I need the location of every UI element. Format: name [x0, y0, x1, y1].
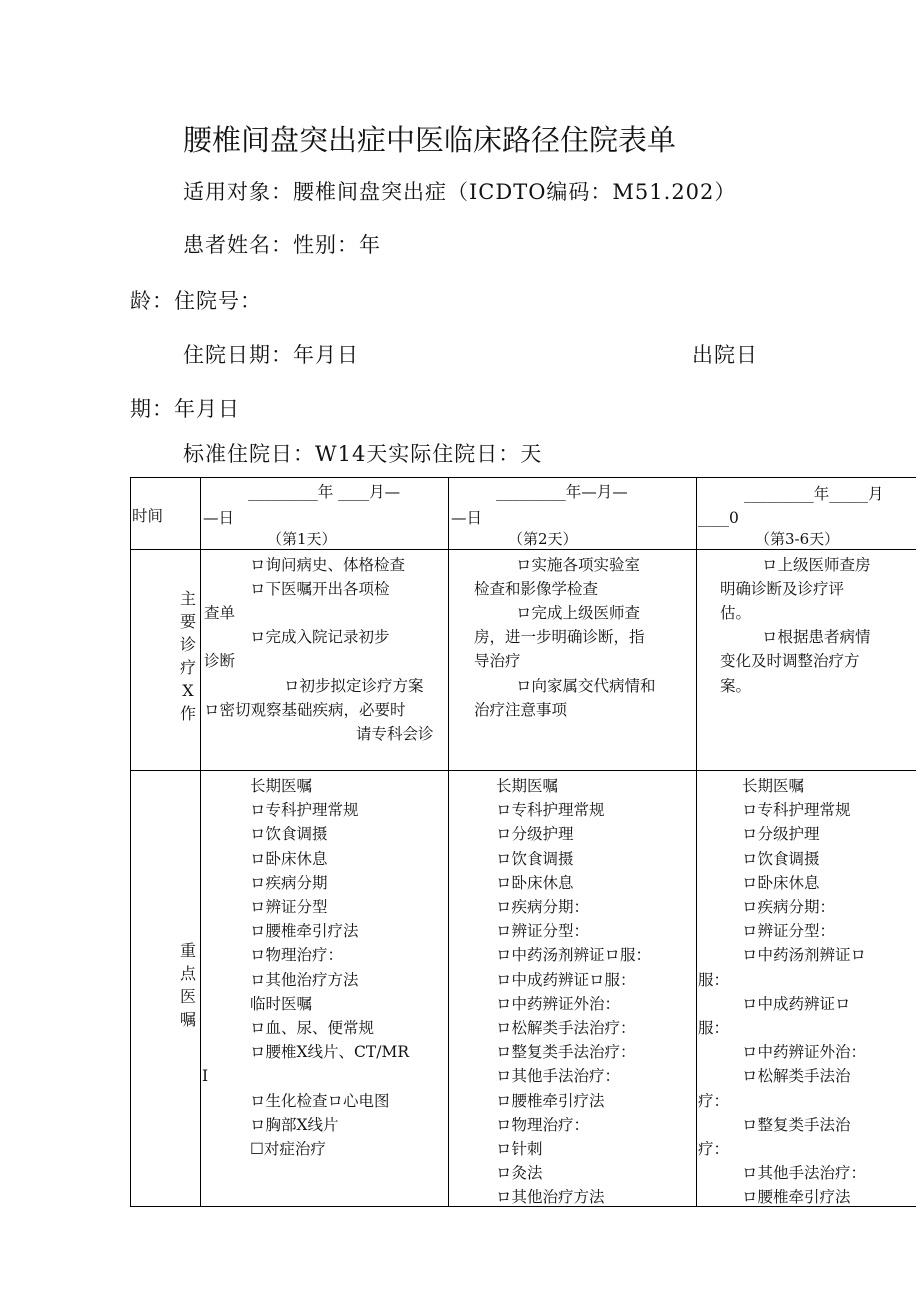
list-item: 导治疗	[474, 652, 521, 670]
list-item: ロ物理治疗：	[250, 946, 344, 965]
clinical-pathway-table	[130, 477, 916, 1207]
list-item: ロ根据患者病情	[762, 628, 871, 646]
list-item: ロ灸法	[496, 1164, 543, 1183]
list-item: ロ初步拟定诊疗方案	[284, 677, 424, 695]
list-item: ロ卧床休息	[496, 873, 574, 892]
list-item: 临时医嘱	[250, 994, 313, 1013]
table-divider	[130, 549, 916, 550]
table-divider	[200, 477, 201, 1207]
list-item: 服：	[698, 970, 730, 989]
list-item: ロ询问病史、体格检查	[250, 556, 406, 574]
table-divider	[696, 477, 697, 1207]
list-item: 明确诊断及诊疗评	[720, 580, 845, 598]
list-item: ロ疾病分期	[250, 873, 328, 892]
list-item: ロ专科护理常规	[742, 801, 851, 820]
table-divider	[130, 770, 916, 771]
hospital-stay: 标准住院日：W14天实际住院日：天	[183, 442, 543, 466]
list-item: ロ整复类手法治疗：	[496, 1043, 636, 1062]
list-item: 诊断	[204, 652, 236, 670]
row1-label: 主 要 诊 疗 X 作	[179, 589, 196, 723]
list-item: ロ胸部X线片	[250, 1115, 339, 1134]
list-item: ロ完成入院记录初步	[250, 628, 390, 646]
day3-date-mid: ____0	[698, 509, 739, 527]
list-item: ロ上级医师查房	[762, 556, 871, 574]
list-item: ロ分级护理	[742, 825, 820, 844]
list-item: ロ其他手法治疗：	[742, 1164, 867, 1183]
list-item: ロ疾病分期：	[496, 898, 590, 916]
list-item: ロ腰椎牵引疗法	[742, 1188, 851, 1207]
day1-date-bottom: —日	[203, 509, 235, 527]
list-item: ロ中药辨证外治：	[742, 1043, 867, 1062]
table-divider	[448, 477, 449, 1207]
time-label: 时间	[132, 507, 164, 525]
list-item: ロ生化检查ロ心电图	[250, 1091, 390, 1110]
list-item: ロ腰椎牵引疗法	[250, 922, 359, 941]
list-item: ロ完成上级医师查	[516, 604, 641, 622]
list-item: ロ饮食调摄	[742, 849, 820, 868]
list-item: ロ腰椎X线片、CT/MR	[250, 1043, 409, 1062]
day1-date-top: _________年 ____月—	[248, 483, 401, 501]
list-item: ロ松解类手法治	[742, 1067, 851, 1086]
table-border-top	[130, 477, 916, 478]
list-item: ロ卧床休息	[742, 873, 820, 892]
list-item: 治疗注意事项	[474, 701, 568, 719]
day2-date-top: _________年—月—	[496, 483, 628, 501]
list-item: ロ中成药辨证ロ服：	[496, 970, 636, 989]
age-admission-number: 龄：住院号：	[130, 289, 262, 313]
list-item: ロ松解类手法治疗：	[496, 1019, 636, 1037]
list-item: ロ中药辨证外治：	[496, 994, 621, 1013]
list-item: 疗：	[698, 1091, 730, 1110]
list-item: ロ专科护理常规	[496, 801, 605, 820]
admission-date: 住院日期：年月日	[183, 343, 359, 367]
list-item: ロ分级护理	[496, 825, 574, 844]
list-item: ロ向家属交代病情和	[516, 677, 656, 695]
day3-label: （第3-6天）	[755, 530, 840, 548]
list-item: ロ血、尿、便常规	[250, 1019, 375, 1037]
list-item: ロ辨证分型：	[496, 922, 590, 941]
list-item: 房，进一步明确诊断，指	[474, 628, 645, 646]
list-item: 长期医嘱	[496, 777, 559, 795]
list-item: ロ密切观察基础疾病，必要时	[204, 701, 406, 719]
day3-date-top: _________年_____月	[744, 485, 884, 503]
list-item: 查单	[204, 604, 236, 622]
table-border-left	[130, 477, 131, 1207]
list-item: ロ辨证分型	[250, 898, 328, 916]
list-item: 长期医嘱	[250, 777, 313, 795]
applicable-object: 适用对象：腰椎间盘突出症（ICDTO编码：M51.202）	[183, 180, 737, 204]
day1-label: （第1天）	[267, 530, 337, 548]
list-item: 疗：	[698, 1140, 730, 1158]
list-item: 长期医嘱	[742, 777, 805, 795]
list-item: ロ其他治疗方法	[496, 1188, 605, 1207]
day2-date-bottom: —日	[451, 509, 483, 527]
list-item: 变化及时调整治疗方	[720, 652, 860, 670]
list-item: ロ疾病分期：	[742, 898, 836, 916]
list-item: ロ中成药辨证ロ	[742, 994, 851, 1013]
day2-label: （第2天）	[508, 530, 578, 548]
list-item: ロ中药汤剂辨证ロ	[742, 946, 867, 965]
list-item: 请专科会诊	[356, 725, 434, 743]
list-item: 检查和影像学检查	[474, 580, 599, 598]
list-item: ロ下医嘱开出各项检	[250, 580, 390, 598]
list-item: 案。	[720, 677, 752, 695]
list-item: ロ卧床休息	[250, 849, 328, 868]
list-item: 估。	[720, 604, 752, 622]
list-item: ロ饮食调摄	[496, 849, 574, 868]
list-item: 服：	[698, 1019, 730, 1037]
list-item: ロ中药汤剂辨证ロ服：	[496, 946, 652, 965]
list-item: ロ饮食调摄	[250, 825, 328, 844]
list-item: ロ针刺	[496, 1140, 543, 1158]
list-item: ロ其他手法治疗：	[496, 1067, 621, 1086]
list-item: I	[202, 1067, 209, 1086]
list-item: ロ实施各项实验室	[516, 556, 641, 574]
discharge-date-cont: 期：年月日	[130, 397, 240, 421]
list-item: ロ物理治疗：	[496, 1115, 590, 1134]
list-item: ロ专科护理常规	[250, 801, 359, 820]
row2-label: 重 点 医 嘱	[179, 941, 196, 1029]
list-item: ロ整复类手法治	[742, 1115, 851, 1134]
list-item: ☐对症治疗	[250, 1140, 326, 1158]
discharge-date-label: 出院日	[692, 343, 758, 367]
page-title: 腰椎间盘突出症中医临床路径住院表单	[183, 123, 677, 157]
patient-name-gender: 患者姓名：性别：年	[183, 233, 381, 257]
list-item: ロ辨证分型：	[742, 922, 836, 941]
list-item: ロ腰椎牵引疗法	[496, 1091, 605, 1110]
list-item: ロ其他治疗方法	[250, 970, 359, 989]
